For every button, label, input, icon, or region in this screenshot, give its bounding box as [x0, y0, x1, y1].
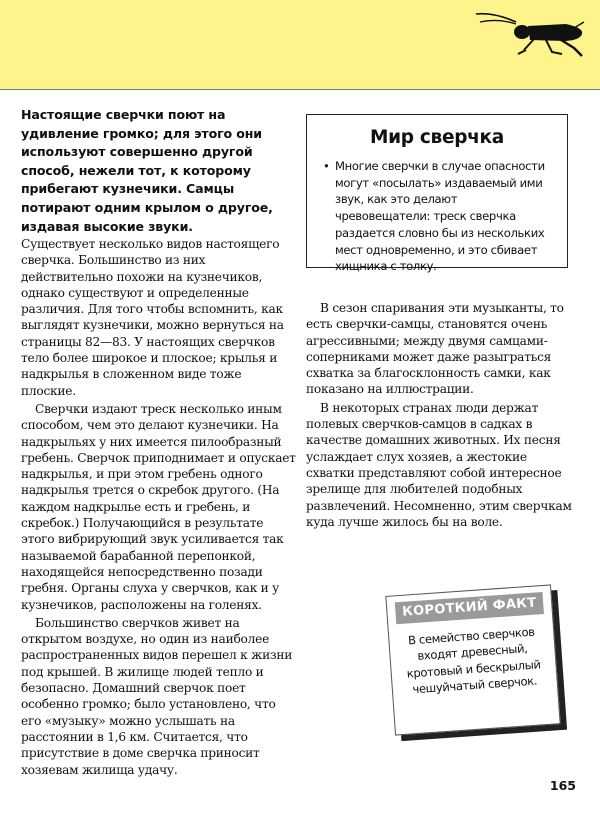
sidebar-list-item	[323, 158, 553, 275]
header-band	[0, 0, 600, 90]
cricket-icon	[474, 10, 586, 58]
main-text-column	[21, 234, 299, 778]
bullet-icon: •	[323, 159, 330, 173]
right-paragraph-1: В сезон спаривания эти музыканты, то есть сверчки-самцы, становятся очень агрессивными; между двумя самцами-соперниками может даже разыграться схватка за благосклонность самки, как показано на иллюстрации.	[306, 301, 564, 397]
right-text-column	[306, 300, 572, 530]
lead-text: Настоящие сверчки поют на удивление громко; для этого они используют совершенно другой способ, нежели тот, к которому прибегают кузнечики. Самцы потирают одним крылом о другое, издавая высокие звуки.	[21, 107, 273, 234]
sidebar-box	[306, 114, 568, 274]
body-paragraph-2: Сверчки издают треск несколько иным способом, чем это делают кузнечики. На надкрыльях у них имеется пилообразный гребень. Сверчок приподнимает и опускает надкрылья, и при этом гребень одного надкрылья трется о скребок другого. (На каждом надкрылье есть и гребень, и скребок.) Получающийся в результате этого вибрирующий звук усиливается так называемой барабанной перепонкой, находящейся непосредственно позади гребня. Органы слуха у сверчков, как и у кузнечиков, расположены на голенях.	[21, 401, 296, 612]
body-paragraph-1: Существует несколько видов настоящего сверчка. Большинство из них действительно похожи на кузнечиков, однако существуют и определенные различия. Для того чтобы вспомнить, как выглядят кузнечики, можно вернуться на страницы 82—83. У настоящих сверчков тело более широкое и плоское; крылья и надкрылья в сложенном виде тоже плоские.	[21, 237, 284, 398]
lead-paragraph	[21, 106, 299, 236]
sidebar-item-text: Многие сверчки в случае опасности могут «посылать» издаваемый ими звук, как это делают чревовещатели: треск сверчка раздается словно бы из нескольких мест одновременно, и это сбивает хищника с толку.	[335, 159, 545, 274]
fact-text: В семейство сверчков входят древесный, кротовый и бескрылый чешуйчатый сверчок.	[406, 624, 541, 697]
right-paragraph-2: В некоторых странах люди держат полевых сверчков-самцов в садках в качестве домашних животных. Их песня услаждает слух хозяев, а жестокие схватки представляют собой интересное зрелище для любителей подобных развлечений. Несомненно, этим сверчкам куда лучше жилось бы на воле.	[306, 400, 572, 529]
body-paragraph-3: Большинство сверчков живет на открытом воздухе, но один из наиболее распространенных видов перешел к жизни под крышей. В жилище людей тепло и безопасно. Домашний сверчок поет особенно громко; было установлено, что его «музыку» можно услышать на расстоянии в 1,6 км. Считается, что присутствие в доме сверчка приносит хозяевам жилища удачу.	[21, 615, 293, 777]
short-fact-card	[385, 584, 560, 735]
sidebar-list	[321, 158, 553, 275]
page-number: 165	[549, 778, 576, 793]
fact-title: КОРОТКИЙ ФАКТ	[395, 592, 544, 624]
sidebar-title: Мир сверчка	[370, 127, 504, 148]
